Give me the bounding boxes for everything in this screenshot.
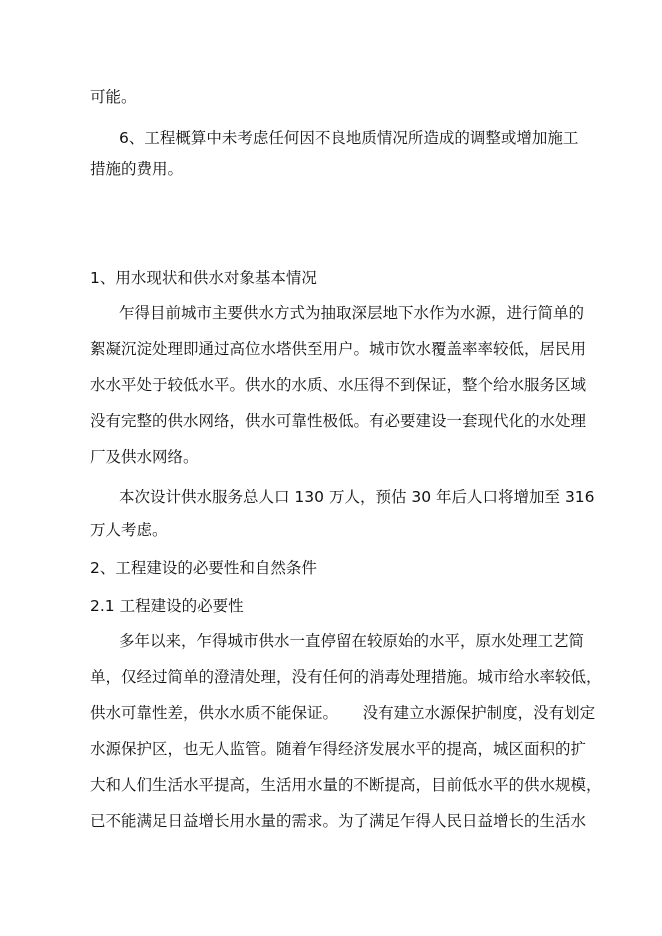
- subsection-heading: 2.1 工程建设的必要性: [90, 597, 244, 615]
- paragraph-line: 水源保护区，也无人监管。随着乍得经济发展水平的提高，城区面积的扩: [90, 740, 587, 758]
- paragraph-line: 水水平处于较低水平。供水的水质、水压得不到保证，整个给水服务区域: [90, 376, 587, 394]
- paragraph-line: 可能。: [90, 88, 137, 106]
- paragraph-line: 6、工程概算中未考虑任何因不良地质情况所造成的调整或增加施工: [119, 129, 579, 147]
- paragraph-line: 供水可靠性差，供水水质不能保证。 没有建立水源保护制度，没有划定: [90, 704, 596, 722]
- paragraph-line: 大和人们生活水平提高，生活用水量的不断提高，目前低水平的供水规模，: [90, 776, 602, 794]
- paragraph-line: 絮凝沉淀处理即通过高位水塔供至用户。城市饮水覆盖率率较低，居民用: [90, 340, 587, 358]
- paragraph-line: 本次设计供水服务总人口 130 万人，预估 30 年后人口将增加至 316: [119, 488, 595, 506]
- section-heading: 2、工程建设的必要性和自然条件: [90, 559, 317, 577]
- paragraph-line: 多年以来，乍得城市供水一直停留在较原始的水平，原水处理工艺简: [119, 632, 585, 650]
- paragraph-line: 没有完整的供水网络，供水可靠性极低。有必要建设一套现代化的水处理: [90, 412, 587, 430]
- paragraph-line: 乍得目前城市主要供水方式为抽取深层地下水作为水源，进行简单的: [119, 304, 585, 322]
- paragraph-line: 厂及供水网络。: [90, 448, 199, 466]
- paragraph-line: 万人考虑。: [90, 521, 168, 539]
- section-heading: 1、用水现状和供水对象基本情况: [90, 269, 317, 287]
- paragraph-line: 单，仅经过简单的澄清处理，没有任何的消毒处理措施。城市给水率较低，: [90, 668, 602, 686]
- paragraph-line: 措施的费用。: [90, 160, 184, 178]
- paragraph-line: 已不能满足日益增长用水量的需求。为了满足乍得人民日益增长的生活水: [90, 812, 587, 830]
